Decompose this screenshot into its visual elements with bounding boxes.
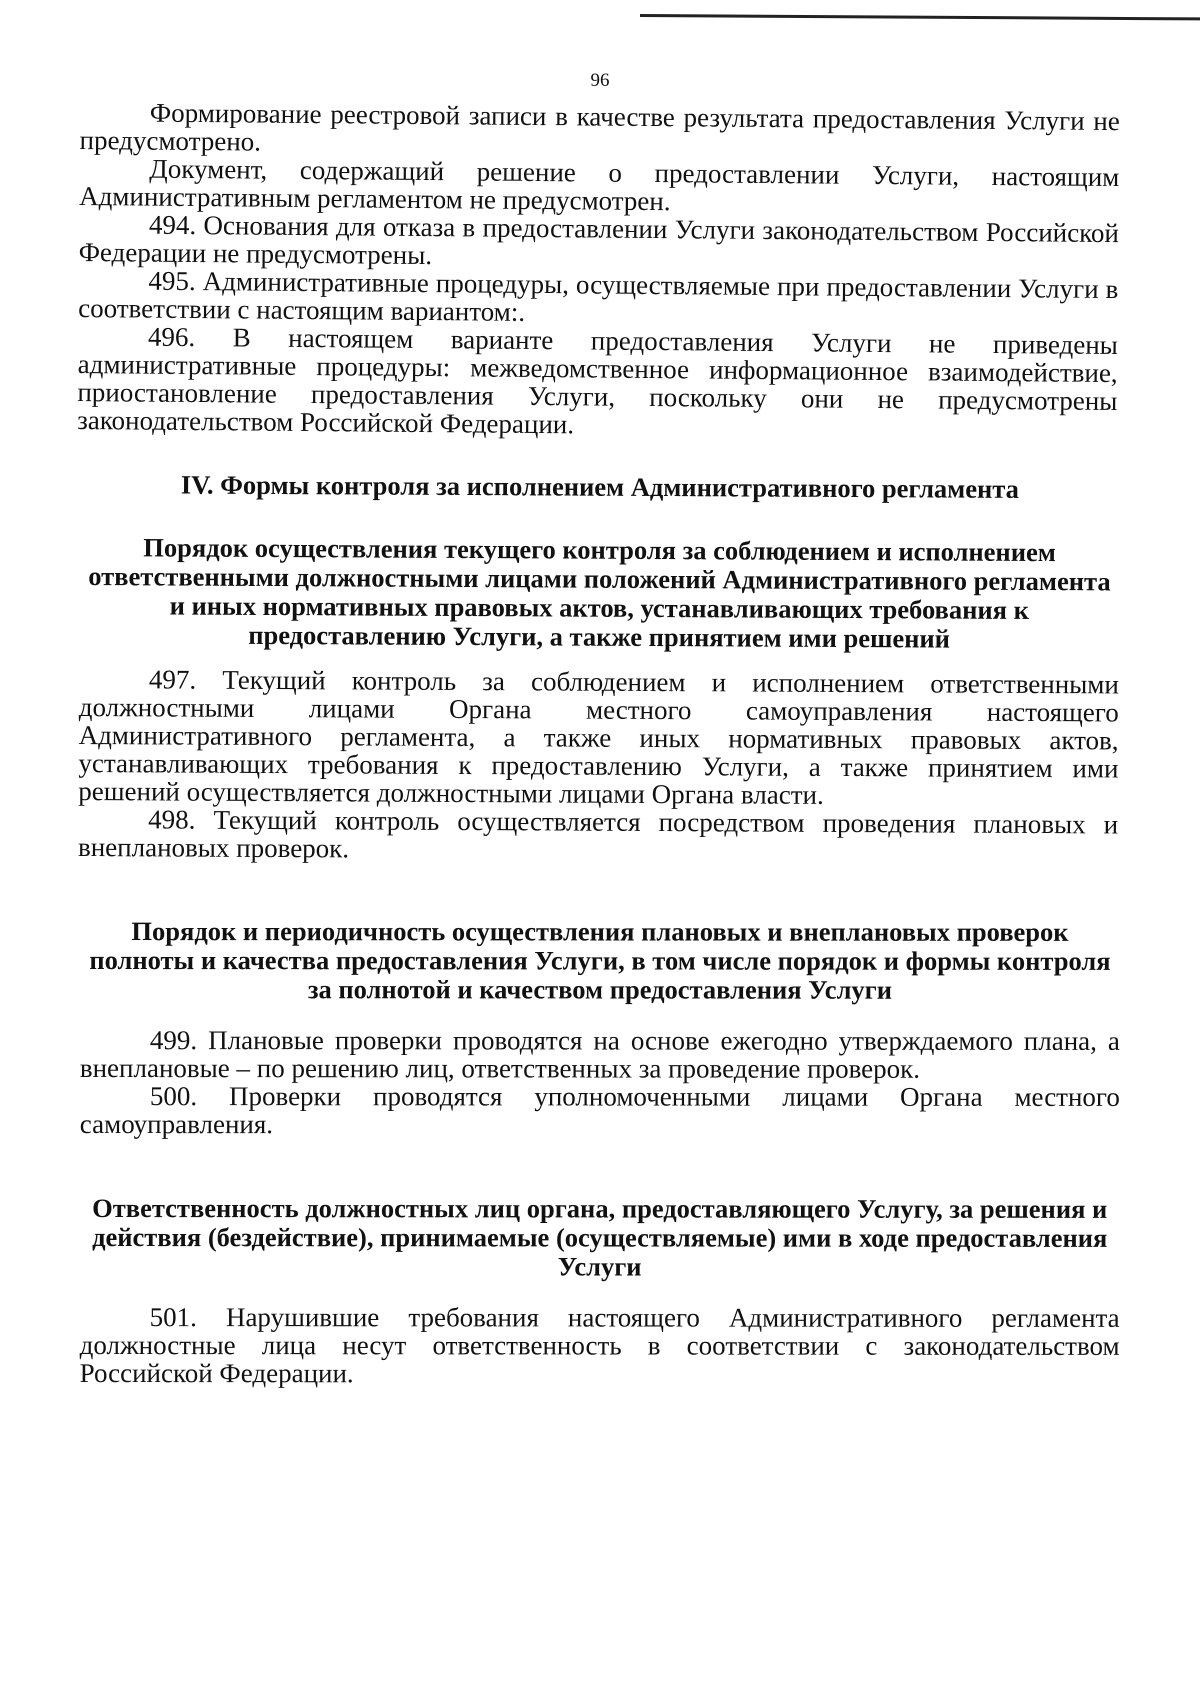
subsection-heading-inspections: Порядок и периодичность осуществления плановых и внеплановых проверок полноты и качества предоставления Услуги, в том числе порядок и формы контроля за полнотой и качеством предоставления Услуги <box>89 916 1111 1005</box>
section-iv-block <box>78 470 1120 866</box>
paragraph-500: 500. Проверки проводятся уполномоченными лицами Органа местного самоуправления. <box>79 1081 1120 1140</box>
paragraph-498: 498. Текущий контроль осуществляется посредством проведения плановых и внеплановых проверок. <box>77 804 1119 864</box>
scan-top-rule <box>640 0 1200 20</box>
paragraph-495: 495. Административные процедуры, осуществляемые при предоставлении Услуги в соответствии с настоящим вариантом:. <box>78 265 1119 327</box>
intro-block <box>77 98 1120 443</box>
page-number: 96 <box>590 70 610 91</box>
inspections-block <box>80 917 1120 1388</box>
paragraph-494: 494. Основания для отказа в предоставлении Услуги законодательством Российской Федерации не предусмотрены. <box>78 209 1119 271</box>
section-title: IV. Формы контроля за исполнением Административного регламента <box>180 469 1019 504</box>
paragraph-496: 496. В настоящем варианте предоставления Услуги не приведены административные процедуры: межведомственное информационное взаимодействие, приостановление предоставления Услуги, поскольку они не предусмотрены законодательством Российской Федерации. <box>77 321 1119 440</box>
paragraph-499: 499. Плановые проверки проводятся на основе ежегодно утверждаемого плана, а внеплановые – по решению лиц, ответственных за проведение проверок. <box>79 1025 1120 1084</box>
paragraph-497: 497. Текущий контроль за соблюдением и исполнением ответственными должностными лицами Органа местного самоуправления настоящего Административного регламента, а также иных нормативных правовых актов, устанавливающих требования к предоставлению Услуги, а также принятием ими решений осуществляется должностными лицами Органа власти. <box>78 664 1119 810</box>
subsection-heading-responsibility: Ответственность должностных лиц органа, предоставляющего Услугу, за решения и действия (бездействие), принимаемые (осуществляемые) ими в ходе предоставления Услуги <box>92 1193 1108 1282</box>
subsection-heading-current-control: Порядок осуществления текущего контроля за соблюдением и исполнением ответственными должностными лицами положений Административного регламента и иных нормативных правовых актов, устанавливающих требования к предоставлению Услуги, а также принятием ими решений <box>88 532 1111 654</box>
paragraph: Документ, содержащий решение о предоставлении Услуги, настоящим Административным регламентом не предусмотрен. <box>79 153 1120 217</box>
document-page <box>77 70 1120 1389</box>
paragraph-501: 501. Нарушившие требования настоящего Административного регламента должностные лица несут ответственность в соответствии с законодательством Российской Федерации. <box>79 1302 1120 1389</box>
paragraph: Формирование реестровой записи в качестве результата предоставления Услуги не предусмотрено. <box>79 97 1120 157</box>
